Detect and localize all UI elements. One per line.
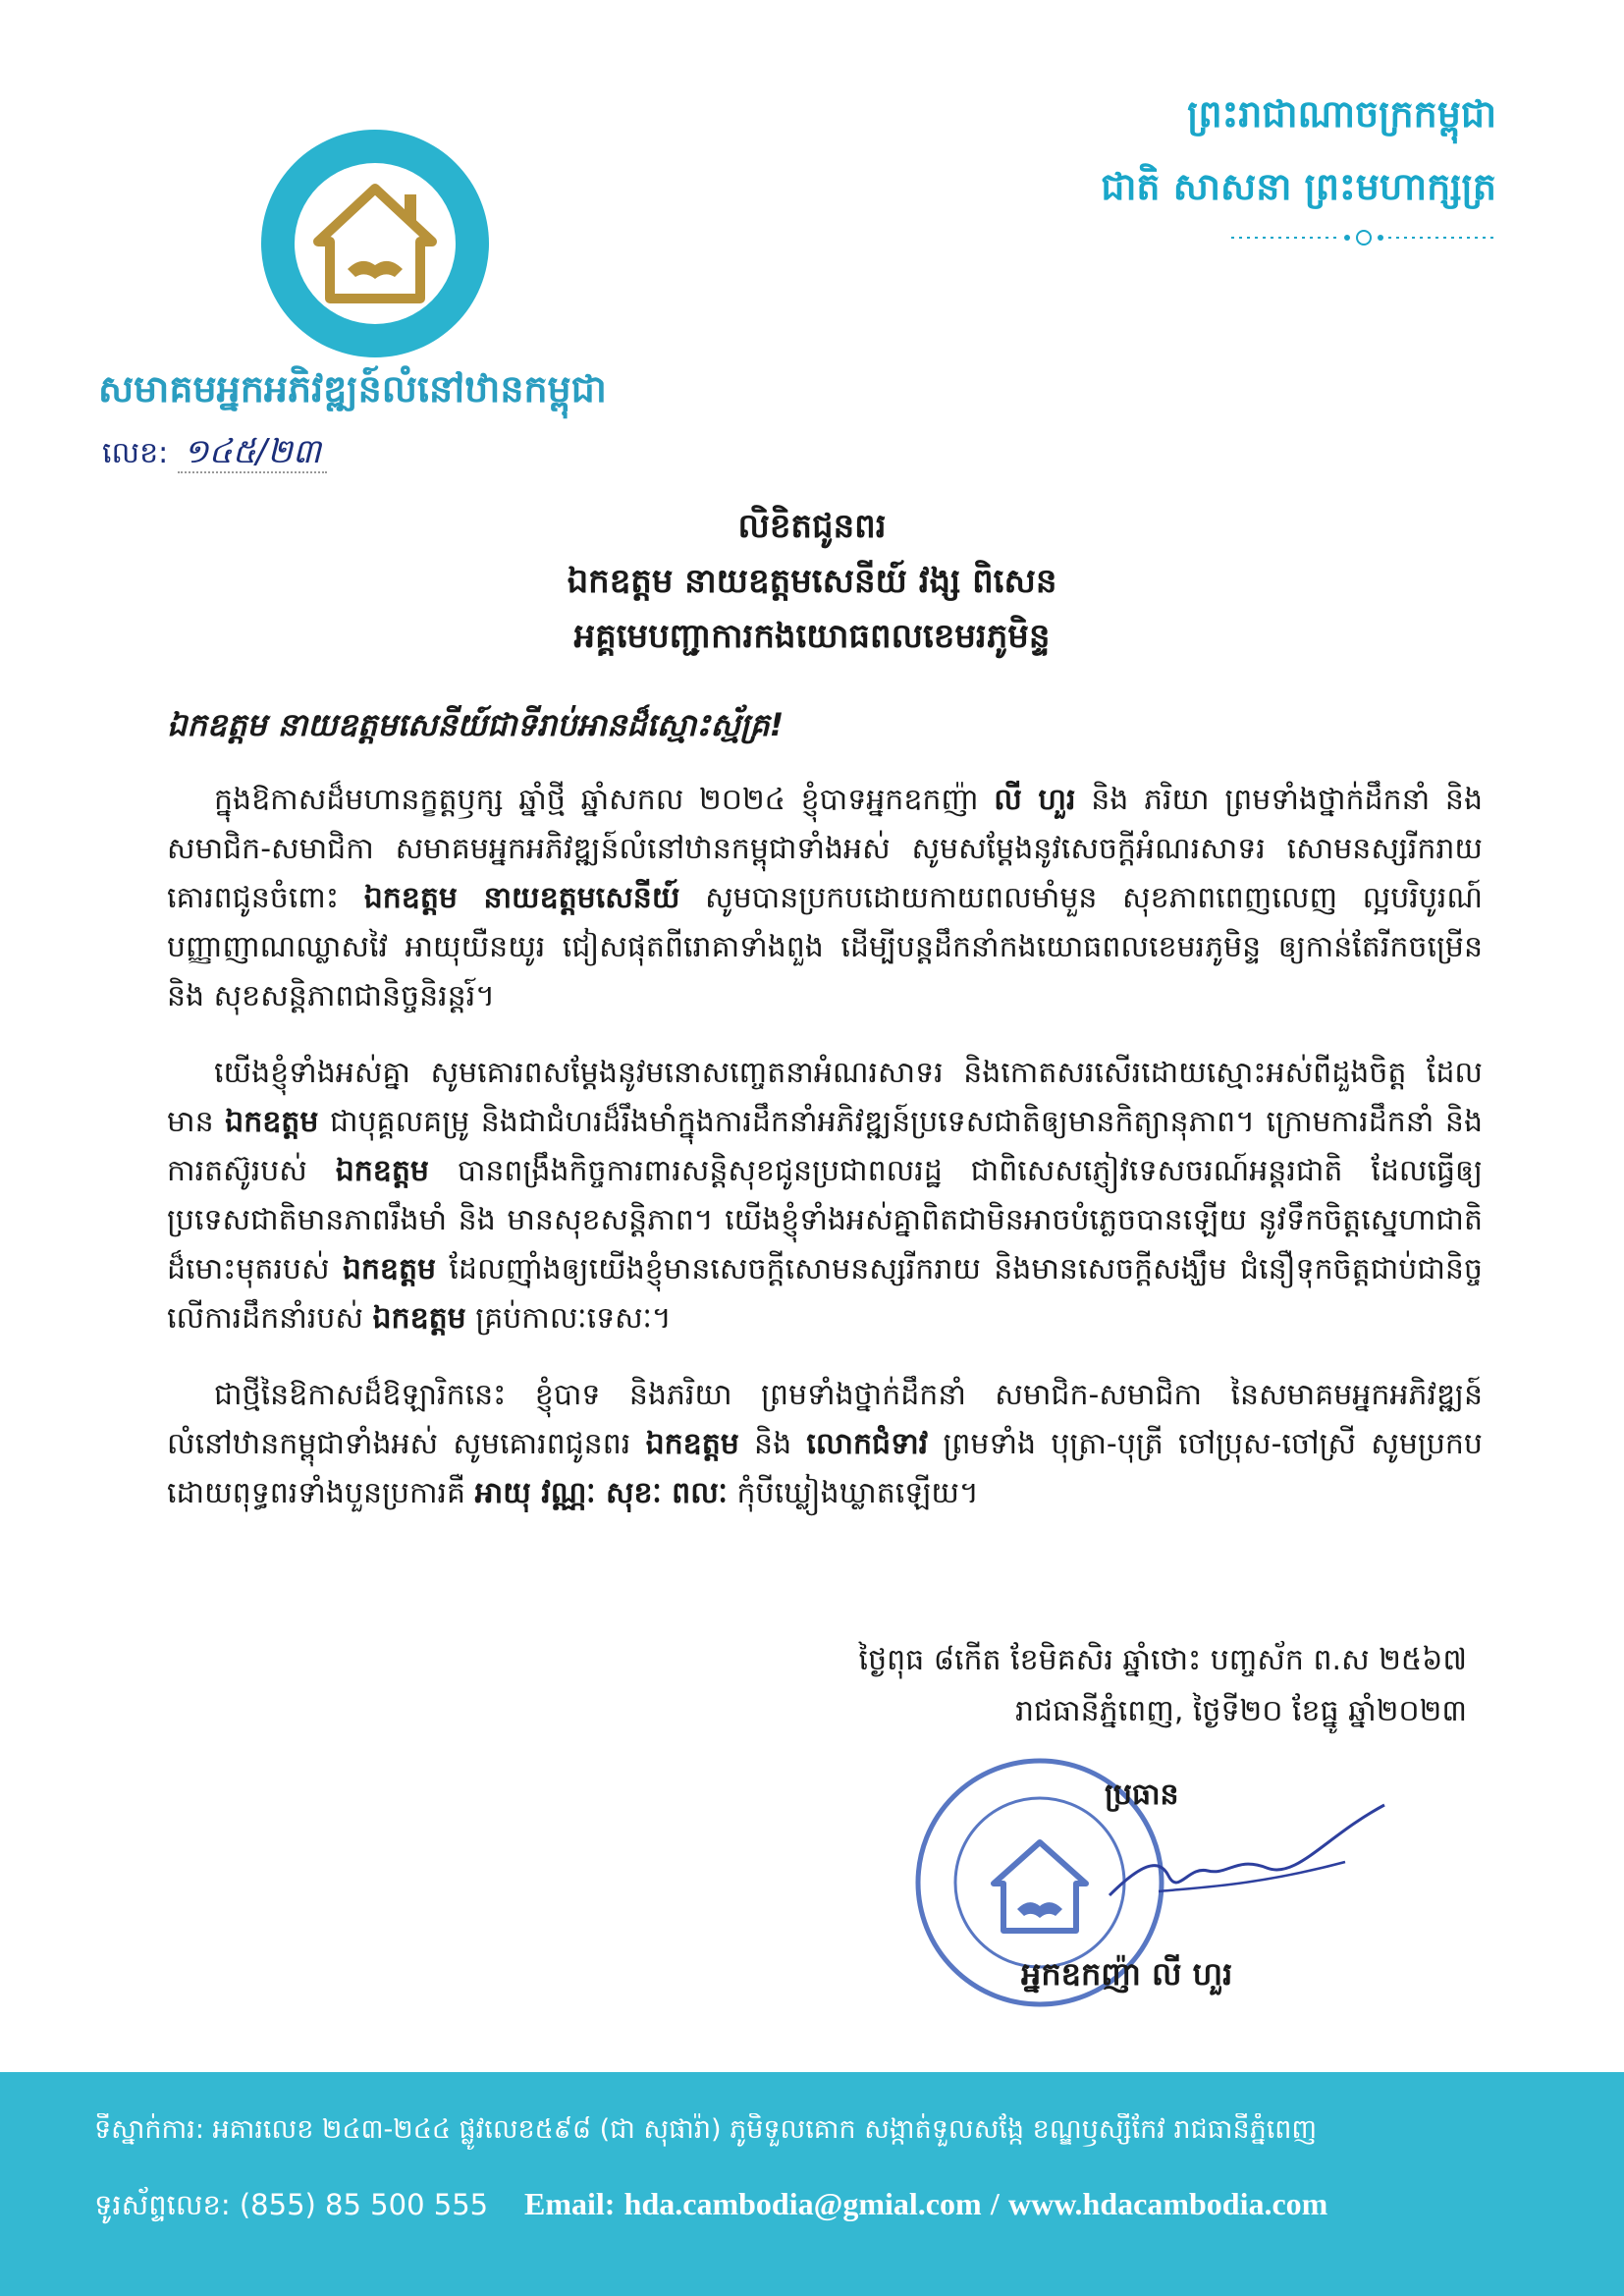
emphasis: ឯកឧត្តម នាយឧត្តមសេនីយ៍ bbox=[363, 881, 680, 915]
ornament-divider bbox=[1231, 228, 1496, 247]
kingdom-name: ព្រះរាជាណាចក្រកម្ពុជា bbox=[1187, 92, 1496, 136]
letter-title bbox=[0, 499, 1624, 664]
emphasis: ឯកឧត្តម bbox=[335, 1154, 429, 1188]
website-link[interactable]: www.hdacambodia.com bbox=[1007, 2186, 1328, 2221]
emphasis: ឯកឧត្តម bbox=[225, 1105, 319, 1139]
reference-label: លេខ: bbox=[102, 436, 169, 470]
text: ជាថ្មីនៃឱកាសដ៏ឱឡារិកនេះ ខ្ញុំបាទ និងភរិយា ព្រមទាំងថ្នាក់ដឹកនាំ សមាជិក-សមាជិកា នៃសមាគមអ្នកអភិវឌ្ឍន៍លំនៅឋានកម្ពុជាទាំងអស់ សូមគោរពជូនពរ bbox=[167, 1378, 1483, 1461]
paragraph-3 bbox=[167, 1371, 1483, 1518]
handwritten-signature bbox=[1100, 1797, 1394, 1925]
reference-number bbox=[102, 430, 327, 479]
place-date: រាជធានីភ្នំពេញ, ថ្ងៃទី២០ ខែធ្នូ ឆ្នាំ២០២៣ bbox=[1014, 1694, 1467, 1728]
letterhead-footer bbox=[0, 2072, 1624, 2296]
signer-role: ប្រធាន bbox=[1105, 1777, 1179, 1812]
reference-value: ១៤៥/២៣ bbox=[178, 432, 327, 473]
emphasis: លោកជំទាវ bbox=[806, 1427, 929, 1461]
text: គ្រប់កាលៈទេសៈ។ bbox=[475, 1301, 672, 1336]
salutation: ឯកឧត្តម នាយឧត្តមសេនីយ៍ជាទីរាប់អានដ៏ស្មោះស្ម័គ្រ! bbox=[167, 706, 785, 743]
title-line-2: ឯកឧត្តម នាយឧត្តមសេនីយ៍ វង្ស ពិសេន bbox=[567, 562, 1057, 601]
text: យើងខ្ញុំទាំងអស់គ្នា សូមគោរពសម្តែងនូវមនោសញ្ចេតនាអំណរសាទរ និងកោតសរសើរដោយស្មោះអស់ពីដួងចិត្ត ដែលមាន bbox=[167, 1056, 1483, 1139]
contact-line bbox=[94, 2186, 1327, 2229]
signer-name: អ្នកឧកញ៉ា លី ហួរ bbox=[1021, 1955, 1233, 1993]
title-line-1: លិខិតជូនពរ bbox=[737, 507, 887, 546]
text: ជាបុគ្គលគម្រូ និងជាជំហរដ៏រឹងមាំក្នុងការដឹកនាំអភិវឌ្ឍន៍ប្រទេសជាតិឲ្យមានកិត្យានុភាព។ ក្រោមការដឹកនាំ និងការតស៊ូរបស់ bbox=[167, 1105, 1483, 1188]
contact-separator: / bbox=[990, 2186, 1000, 2221]
text: និង ភរិយា ព្រមទាំងថ្នាក់ដឹកនាំ និង សមាជិក-សមាជិកា សមាគមអ្នកអភិវឌ្ឍន៍លំនៅឋានកម្ពុជាទាំងអស់ សូមសម្តែងនូវសេចក្តីអំណរសាទរ សោមនស្សរីករាយ គោរពជូនចំពោះ bbox=[167, 783, 1483, 915]
text: សូមបានប្រកបដោយកាយពលមាំមួន សុខភាពពេញលេញ ល្អបរិបូរណ៍ បញ្ញាញាណឈ្លាសវៃ អាយុយឺនយូរ ជៀសផុតពីរោគាទាំងពួង ដើម្បីបន្តដឹកនាំកងយោធពលខេមរភូមិន្ទ ឲ្យកាន់តែរីកចម្រើន និង សុខសន្តិភាពជានិច្ចនិរន្តរ៍។ bbox=[167, 881, 1483, 1013]
text: ក្នុងឱកាសដ៏មហានក្ខត្តឫក្ស ឆ្នាំថ្មី ឆ្នាំសកល ២០២៤ ខ្ញុំបាទអ្នកឧកញ៉ា bbox=[214, 783, 979, 817]
emphasis: លី ហួរ bbox=[994, 783, 1076, 817]
text: កុំបីឃ្លៀងឃ្លាតឡើយ។ bbox=[736, 1476, 979, 1510]
emphasis: អាយុ វណ្ណៈ សុខៈ ពលៈ bbox=[474, 1476, 728, 1510]
organization-name: សមាគមអ្នកអភិវឌ្ឍន៍លំនៅឋានកម្ពុជា bbox=[98, 367, 607, 410]
emphasis: ឯកឧត្តម bbox=[372, 1301, 466, 1336]
paragraph-2 bbox=[167, 1049, 1483, 1343]
lunar-date: ថ្ងៃពុធ ៨កើត ខែមិគសិរ ឆ្នាំថោះ បញ្ចស័ក ព.ស ២៥៦៧ bbox=[858, 1643, 1467, 1677]
text: និង bbox=[754, 1427, 792, 1461]
letter-body bbox=[167, 776, 1483, 1546]
phone-number[interactable]: (855) 85 500 555 bbox=[239, 2188, 489, 2221]
text: បានពង្រឹងកិច្ចការពារសន្តិសុខជូនប្រជាពលរដ្ឋ ជាពិសេសភ្ញៀវទេសចរណ៍អន្តរជាតិ ដែលធ្វើឲ្យប្រទេសជាតិមានភាពរឹងមាំ និង មានសុខសន្តិភាព។ យើងខ្ញុំទាំងអស់គ្នាពិតជាមិនអាចបំភ្លេចបានឡើយ នូវទឹកចិត្តស្នេហាជាតិដ៏មោះមុតរបស់ bbox=[167, 1154, 1484, 1286]
emphasis: ឯកឧត្តម bbox=[342, 1252, 437, 1286]
association-logo bbox=[257, 126, 493, 361]
nation-religion-king: ជាតិ សាសនា ព្រះមហាក្សត្រ bbox=[1101, 165, 1496, 208]
paragraph-1 bbox=[167, 776, 1483, 1021]
email-link[interactable]: hda.cambodia@gmial.com bbox=[623, 2186, 982, 2221]
kingdom-motto bbox=[1005, 90, 1496, 251]
email-label: Email: bbox=[523, 2186, 616, 2221]
title-line-3: អគ្គមេបញ្ជាការកងយោធពលខេមរភូមិន្ទ bbox=[573, 617, 1051, 656]
text: ព្រមទាំង បុត្រា-បុត្រី ចៅប្រុស-ចៅស្រី សូមប្រកបដោយពុទ្ធពរទាំងបួនប្រការគឺ bbox=[167, 1427, 1483, 1510]
office-address: ទីស្នាក់ការ: អគារលេខ ២៤៣-២៤៤ ផ្លូវលេខ៥៩៨ (ជា សុផារ៉ា) ភូមិទួលគោក សង្កាត់ទួលសង្កែ ខណ្ឌឫស្សីកែវ រាជធានីភ្នំពេញ bbox=[94, 2114, 1318, 2145]
text: ដែលញ៉ាំងឲ្យយើងខ្ញុំមានសេចក្តីសោមនស្សរីករាយ និងមានសេចក្តីសង្ឃឹម ជំនឿទុកចិត្តជាប់ជានិច្ច លើការដឹកនាំរបស់ bbox=[167, 1252, 1483, 1336]
date-block bbox=[859, 1635, 1467, 1737]
emphasis: ឯកឧត្តម bbox=[645, 1427, 739, 1461]
phone-label: ទូរស័ព្ទលេខ: bbox=[94, 2188, 231, 2221]
